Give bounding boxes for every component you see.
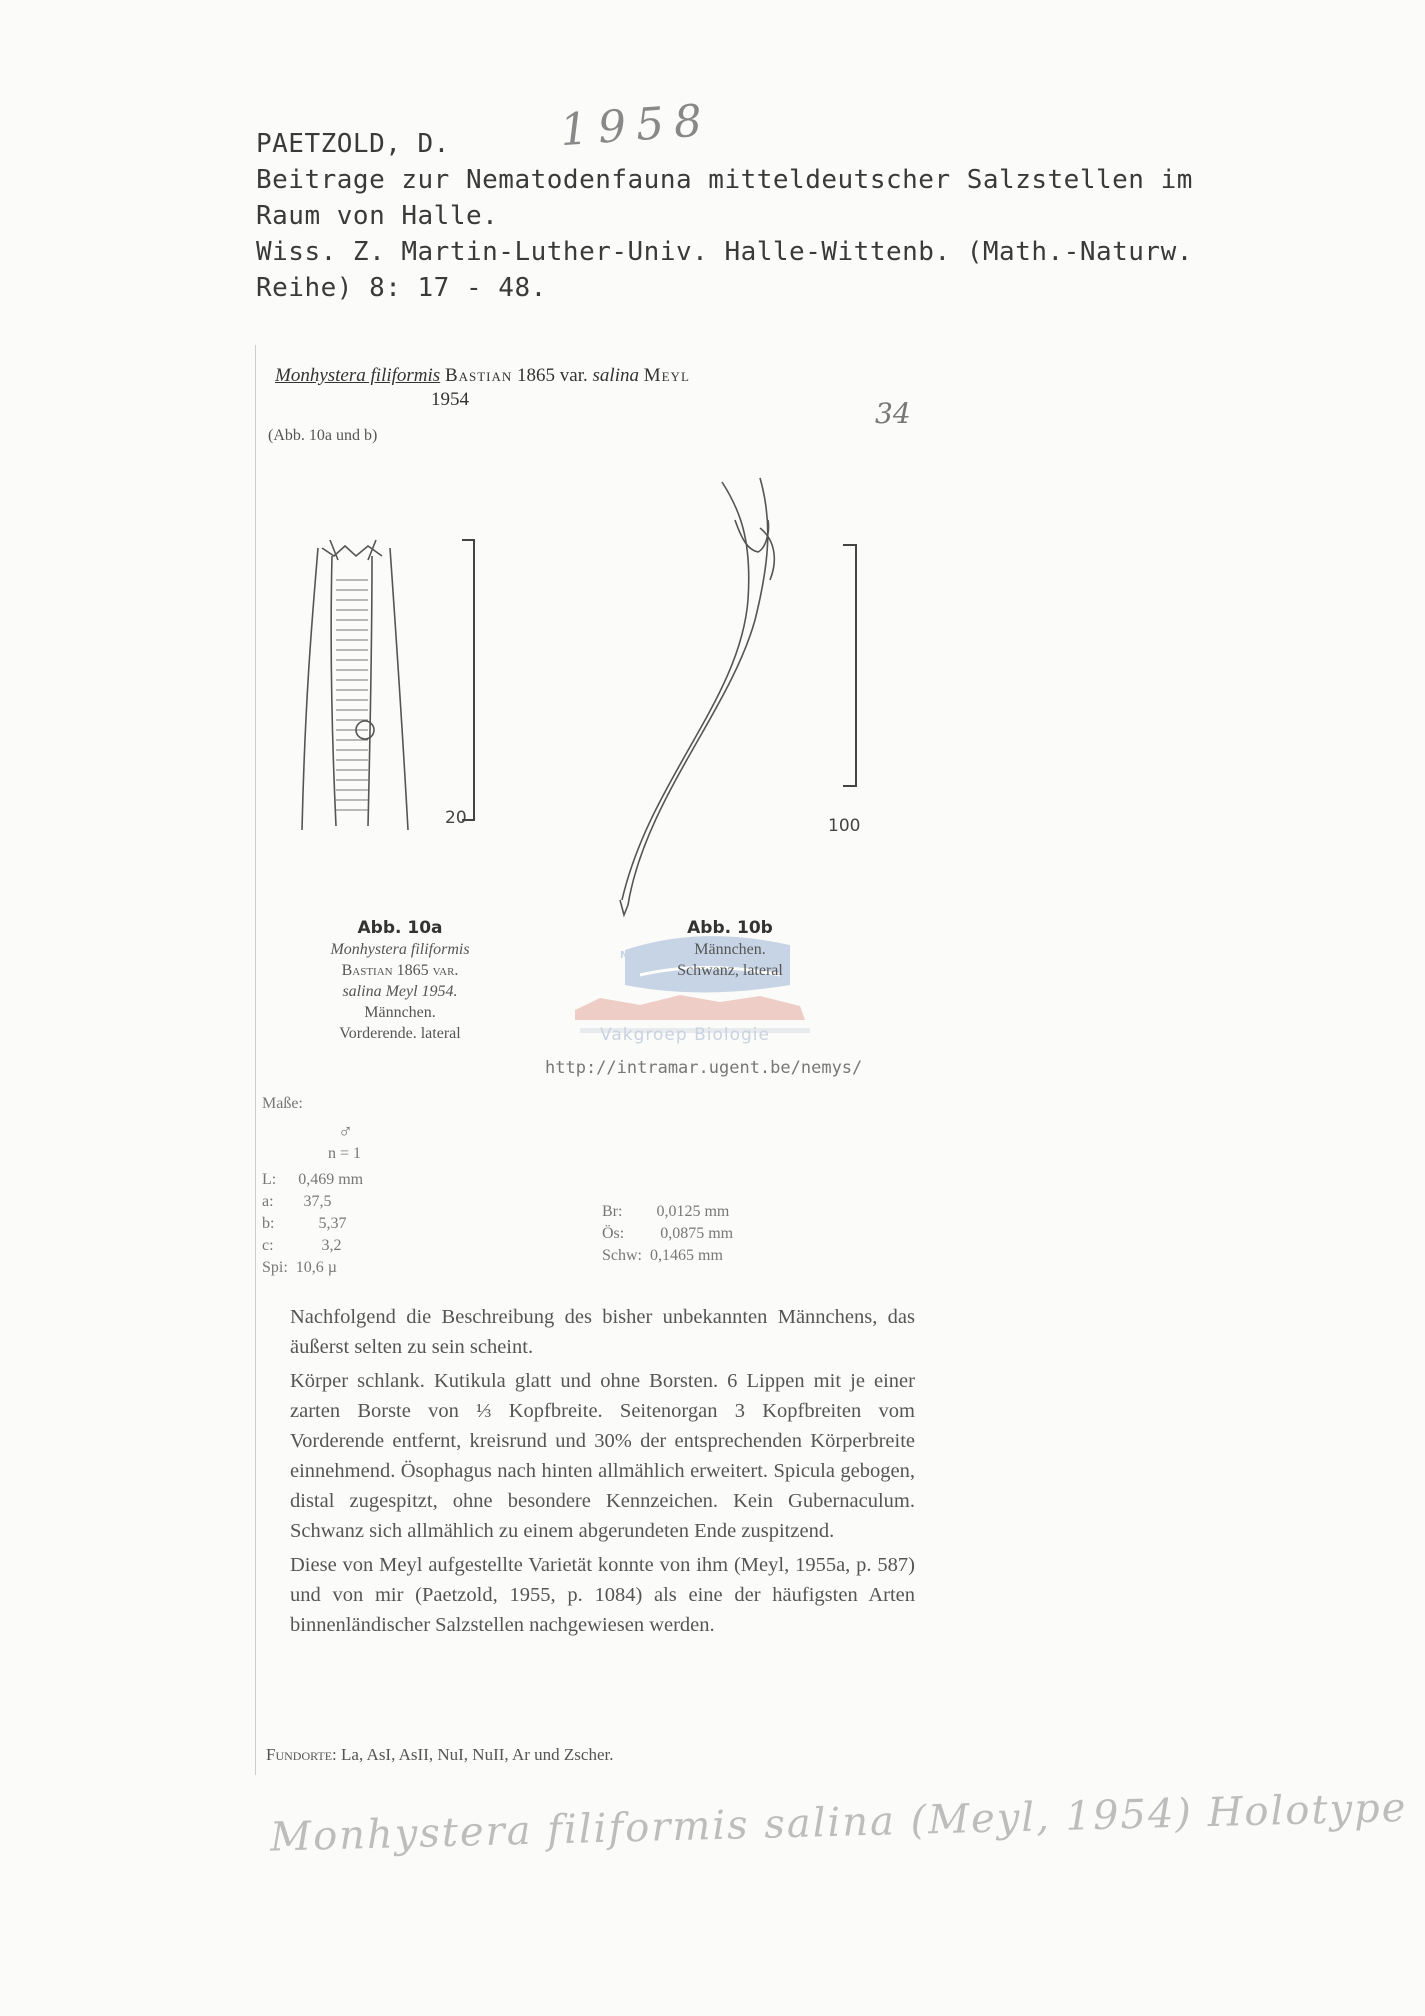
citation-author: PAETZOLD, D. — [256, 129, 450, 159]
caption-10a-line2: Bastian 1865 var. — [341, 962, 459, 979]
watermark-brand: Marine — [620, 950, 659, 961]
species-variety: salina — [592, 365, 639, 386]
measure-row: Spi: 10,6 µ — [262, 1259, 338, 1276]
description-paragraph-2: Körper schlank. Kutikula glatt und ohne Borsten. 6 Lippen mit je einer zarten Borste von ⅓ Kopfbreite. Seitenorgan 3 Kopfbreiten vom Vorderende entfernt, kreisrund und 30% der entsprechenden Körperbreite einnehmend. Ösophagus nach hinten allmählich erweitert. Spicula gebogen, distal zugespitzt, ohne besondere Kennzeichen. Kein Gubernaculum. Schwanz sich allmählich zu einem abgerundeten Ende zuspitzend. — [290, 1370, 915, 1542]
measure-row: c: 3,2 — [262, 1237, 342, 1254]
species-year: 1865 — [517, 365, 556, 386]
scale-bar-10a — [462, 540, 474, 820]
sex-symbol: ♂ — [338, 1121, 353, 1143]
measure-row: L: 0,469 mm — [262, 1171, 364, 1188]
description-paragraph-3: Diese von Meyl aufgestellte Varietät konnte von ihm (Meyl, 1955a, p. 587) und von mir (Paetzold, 1955, p. 1084) als eine der häufigsten Arten binnenländischer Salzstellen nachgewiesen werden. — [290, 1554, 915, 1636]
watermark-group: Vakgroep Biologie — [600, 1025, 770, 1045]
species-variety-author: Meyl — [643, 365, 690, 386]
watermark-url: http://intramar.ugent.be/nemys/ — [545, 1058, 863, 1078]
figure-10b-drawing — [620, 478, 774, 915]
caption-10b-title: Abb. 10b — [687, 918, 773, 938]
description-paragraph-1: Nachfolgend die Beschreibung des bisher unbekannten Männchens, das äußerst selten zu sein scheint. — [290, 1306, 915, 1358]
watermark — [560, 920, 820, 1060]
caption-10b-line1: Männchen. — [694, 941, 766, 958]
figure-10a-drawing — [302, 540, 408, 830]
measure-row: Ös: 0,0875 mm — [602, 1225, 734, 1242]
caption-10a — [290, 918, 510, 1044]
citation-journal-line2: Reihe) 8: 17 - 48. — [256, 273, 547, 303]
description — [290, 1302, 915, 1644]
caption-10a-line1: Monhystera filiformis — [330, 941, 470, 958]
fundorte-label: Fundorte: — [266, 1745, 337, 1764]
species-author: Bastian — [444, 365, 513, 386]
handwritten-page-number: 34 — [875, 397, 911, 430]
measure-row: Schw: 0,1465 mm — [602, 1247, 723, 1264]
species-var-word: var. — [559, 365, 588, 386]
scale-label-10b: 100 — [828, 816, 861, 836]
species-variety-year: 1954 — [431, 389, 469, 410]
citation-title-line1: Beitrage zur Nematodenfauna mitteldeutscher Salzstellen im — [256, 165, 1193, 195]
caption-10a-title: Abb. 10a — [357, 918, 443, 938]
fundorte-value: La, AsI, AsII, NuI, NuII, Ar und Zscher. — [341, 1745, 614, 1764]
species-name: Monhystera filiformis — [275, 365, 441, 386]
measurements-label: Maße: — [262, 1095, 303, 1112]
scale-bar-10b — [843, 545, 856, 786]
caption-10b-line2: Schwanz, lateral — [677, 962, 783, 979]
citation-journal-line1: Wiss. Z. Martin-Luther-Univ. Halle-Wittenb. (Math.-Naturw. — [256, 237, 1193, 267]
caption-10a-line3: salina Meyl 1954. — [342, 983, 458, 1000]
figure-reference: (Abb. 10a und b) — [268, 427, 378, 444]
measure-row: b: 5,37 — [262, 1215, 347, 1232]
handwritten-note: Monhystera filiformis salina (Meyl, 1954) Holotype — [269, 1784, 1408, 1861]
measure-row: Br: 0,0125 mm — [602, 1203, 730, 1220]
citation-title-line2: Raum von Halle. — [256, 201, 499, 231]
handwritten-year: 1958 — [558, 94, 714, 157]
measure-row: a: 37,5 — [262, 1193, 332, 1210]
fundorte — [266, 1745, 613, 1765]
caption-10a-line4: Männchen. — [364, 1004, 436, 1021]
scale-label-10a: 20 — [445, 808, 467, 828]
caption-10a-line5: Vorderende. lateral — [339, 1025, 461, 1042]
sample-size: n = 1 — [328, 1145, 362, 1162]
